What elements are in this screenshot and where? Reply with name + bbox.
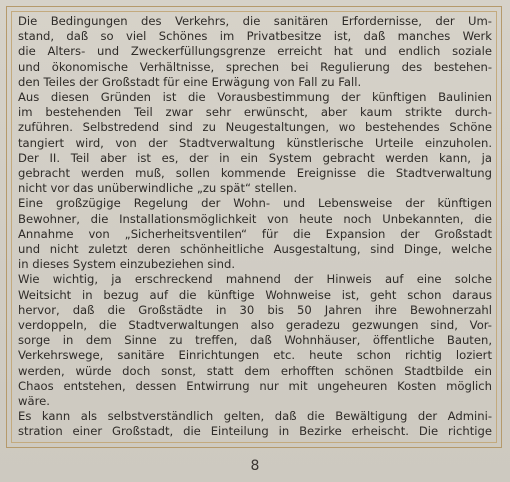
text-line: Chaos entstehen, dessen Entwirrung nur mit ungeheuren Kosten möglich [18,378,492,393]
text-line: und nicht zuletzt deren schönheitliche Ausgestaltung, sind Dinge, welche [18,242,492,257]
text-line: Aus diesen Gründen ist die Vorausbestimmung der künftigen Baulinien [18,90,492,105]
text-line: die Alters- und Zweckerfüllungsgrenze erreicht hat und endlich soziale [18,44,492,59]
text-line: nicht vor das unüberwindliche „zu spät“ stellen. [18,181,298,196]
text-line: hervor, daß die Großstädte in 30 bis 50 Jahren ihre Bewohnerzahl [18,302,492,317]
text-line: Es kann als selbstverständlich gelten, daß die Bewältigung der Admini- [18,409,492,424]
text-line: Der II. Teil aber ist es, der in ein System gebracht werden kann, ja [18,150,492,165]
text-line: Die Bedingungen des Verkehrs, die sanitären Erfordernisse, der Um- [18,14,492,28]
text-line: werden, würde doch sonst, statt dem erhofften schönen Stadtbilde ein [18,363,492,378]
text-line: Annahme von „Sicherheitsventilen“ für die Expansion der Großstadt [18,226,492,241]
text-line: stration einer Großstadt, die Einteilung in Bezirke erheischt. Die richtige [18,424,492,439]
text-line: sorge in dem Sinne zu treffen, daß Wohnhäuser, öffentliche Bauten, [18,333,492,348]
text-line: wäre. [18,394,50,409]
text-line: Verkehrswege, sanitäre Einrichtungen etc. heute schon richtig loziert [18,348,492,363]
text-line: in dieses System einzubeziehen sind. [18,257,236,272]
text-line: Weitsicht in bezug auf die künftige Wohnweise ist, geht schon daraus [18,287,492,302]
text-line: Bewohner, die Installationsmöglichkeit von heute noch Unbekannten, die [18,211,492,226]
text-line: zuführen. Selbstredend sind zu Neugestaltungen, wo bestehendes Schöne [18,120,492,135]
text-line: verdoppeln, die Stadtverwaltungen also geradezu gezwungen sind, Vor- [18,318,492,333]
body-text [18,14,492,440]
text-line: und ökonomische Verhältnisse, sprechen bei Regulierung des bestehen- [18,59,492,74]
text-line: stand, daß so viel Schönes im Privatbesitze ist, daß manches Werk [18,29,492,44]
text-line: Eine großzügige Regelung der Wohn- und Lebensweise der künftigen [18,196,492,211]
text-line: Wie wichtig, ja erschreckend mahnend der Hinweis auf eine solche [18,272,492,287]
text-line: gebracht werden muß, sollen kommende Ereignisse die Stadtverwaltung [18,166,492,181]
page-number: 8 [250,458,260,474]
text-line: tangiert wird, von der Stadtverwaltung künstlerische Urteile einzuholen. [18,135,492,150]
text-line: im bestehenden Teil zwar sehr erwünscht, aber kaum strikte durch- [18,105,492,120]
text-line: den Teiles der Großstadt für eine Erwägung von Fall zu Fall. [18,74,362,89]
